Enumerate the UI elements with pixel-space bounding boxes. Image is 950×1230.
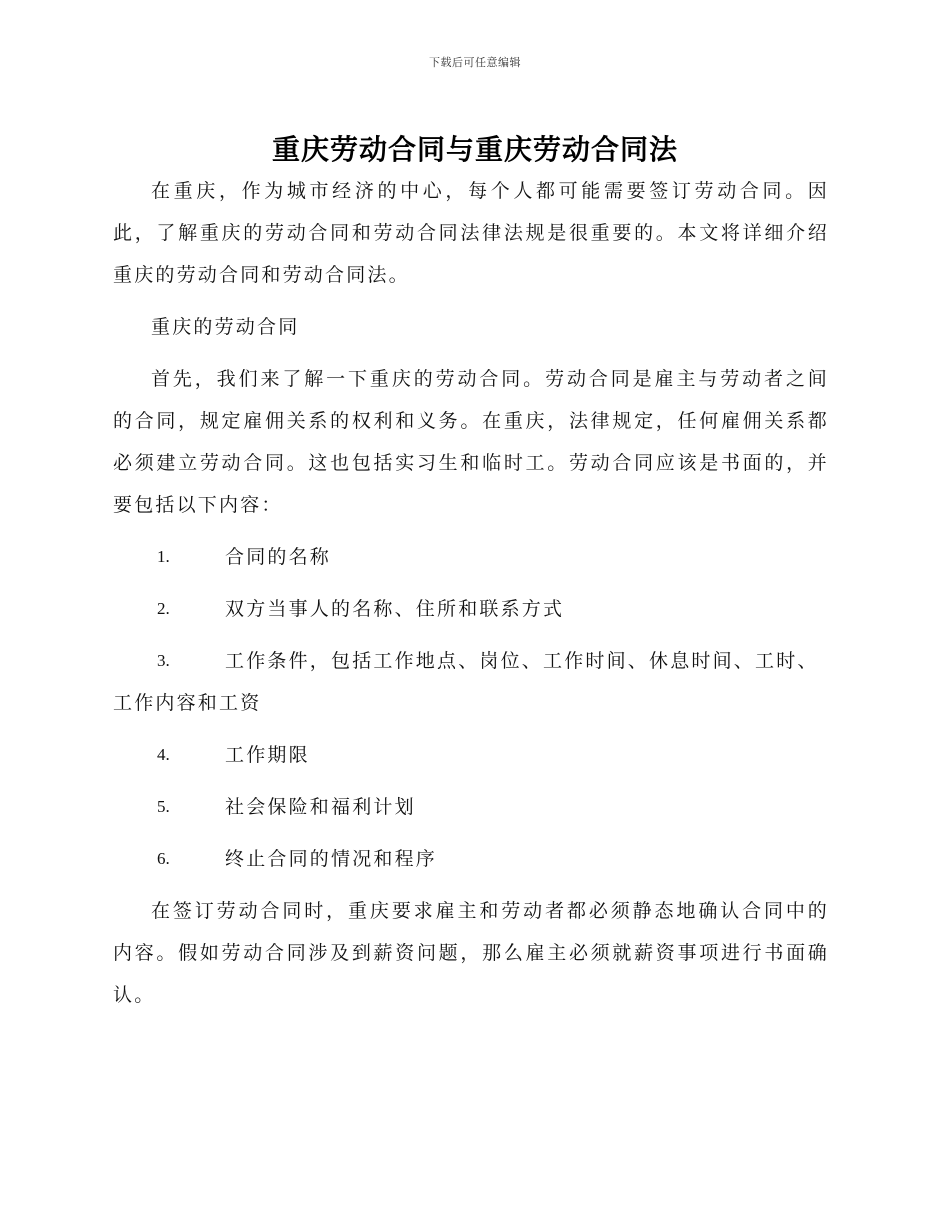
list-item-number: 2. [157,599,170,618]
list-item-text: 终止合同的情况和程序 [225,848,438,870]
list-item-number: 4. [157,745,170,764]
document-title: 重庆劳动合同与重庆劳动合同法 [271,133,678,166]
intro-paragraph: 在重庆，作为城市经济的中心，每个人都可能需要签订劳动合同。因此，了解重庆的劳动合同和劳动合同法律法规是很重要的。本文将详细介绍重庆的劳动合同和劳动合同法。 [113,180,829,286]
section-heading: 重庆的劳动合同 [151,316,300,338]
requirements-list [113,536,829,880]
page-header-note: 下载后可任意编辑 [429,56,521,69]
list-item-text: 社会保险和福利计划 [225,796,416,818]
list-item-number: 1. [157,547,170,566]
list-item-text: 工作条件，包括工作地点、岗位、工作时间、休息时间、工时、工作内容和工资 [113,650,819,714]
list-item-number: 3. [157,651,170,670]
document-body [113,170,829,1026]
list-item-text: 工作期限 [225,744,310,766]
list-item [113,786,829,828]
body-paragraph: 首先，我们来了解一下重庆的劳动合同。劳动合同是雇主与劳动者之间的合同，规定雇佣关系的权利和义务。在重庆，法律规定，任何雇佣关系都必须建立劳动合同。这也包括实习生和临时工。劳动合同应该是书面的，并要包括以下内容： [113,368,829,516]
list-item [113,734,829,776]
list-item-text: 双方当事人的名称、住所和联系方式 [225,598,565,620]
list-item-number: 5. [157,797,170,816]
closing-paragraph: 在签订劳动合同时，重庆要求雇主和劳动者都必须静态地确认合同中的内容。假如劳动合同涉及到薪资问题，那么雇主必须就薪资事项进行书面确认。 [113,900,829,1006]
list-item-number: 6. [157,849,170,868]
list-item [113,536,829,578]
list-item [113,838,829,880]
list-item [113,640,829,724]
list-item-text: 合同的名称 [225,546,332,568]
list-item [113,588,829,630]
